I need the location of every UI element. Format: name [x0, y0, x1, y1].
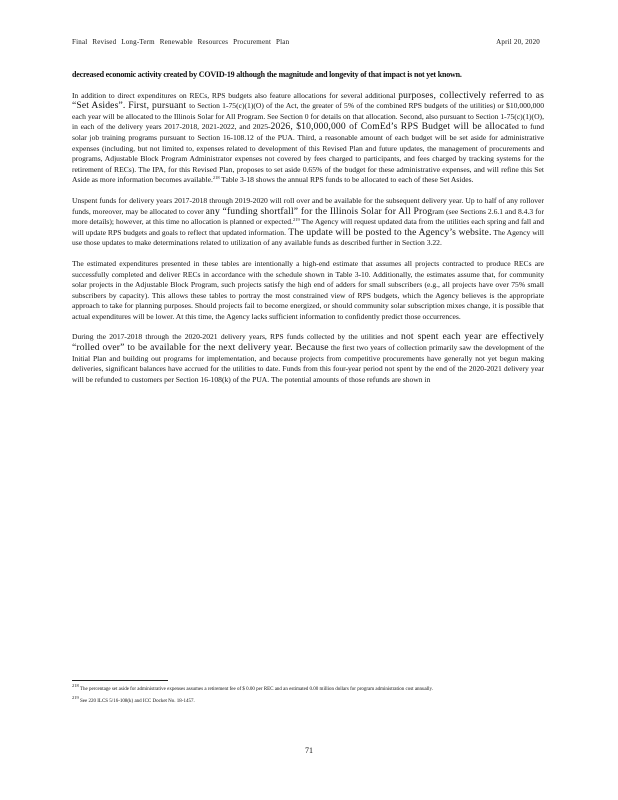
- paragraph-2-part-d: 2026, $10,000,000 of ComEd’s RPS Budget will be allocat: [270, 121, 512, 133]
- paragraph-2-part-f: Table 3-18 shows the annual RPS funds to be allocated to each of these Set Asides.: [219, 175, 474, 185]
- paragraph-3-part-b: any “funding shortfall” for the Illinois Solar for All Prog: [205, 205, 433, 217]
- paragraph-1: decreased economic activity created by COVID-19 although the magnitude and longevity of that impact is not yet known.: [72, 70, 462, 79]
- paragraph-4: The estimated expenditures presented in these tables are intentionally a high-end estimate that assumes all projects contracted to produce RECs are successfully completed and deliver RECs in accordance with the schedule shown in Table 3-10. Additionally, the estimates assume that, for community solar projects in the Adjustable Block Program, such projects satisfy the high end of adders for small subscribers (e.g., all projects have over 75% small subscribers by capacity). This allows these tables to portray the most constrained view of RPS budgets, which the Agency believes is the appropriate approach to take for planning purposes. Should projects fail to become energized, or should community solar subscription mixes change, it is possible that actual expenditures will be lower. At this time, the Agency lacks sufficient information to confidently predict those occurrences.: [72, 258, 544, 321]
- paragraph-3-part-e: The update will be posted to the Agency’s website.: [286, 226, 492, 238]
- header-date: April 20, 2020: [496, 38, 540, 46]
- page-number: 71: [305, 746, 313, 755]
- paragraph-2-part-a: In addition to direct expenditures on RECs, RPS budgets also feature allocations for several additional: [72, 90, 399, 100]
- paragraph-2: [72, 91, 544, 186]
- header-title: Final Revised Long-Term Renewable Resources Procurement Plan: [72, 38, 290, 46]
- paragraph-2-part-b: purposes, collectively referred to as “Set Asides”. First, pursuant: [72, 89, 544, 112]
- paragraph-5-part-c: the first two years of collection primarily saw the development of the Initial Plan and building out programs for implementation, and because projects from competitive procurements have generally not yet begun making deliveries, significant balances have accrued for the utilities to date. Funds from this four-year period not spent by the end of the 2020-2021 delivery year will be refunded to customers per Section 16-108(k) of the PUA. The potential amounts of those refunds are shown in: [72, 343, 544, 384]
- page-header: [72, 38, 546, 50]
- paragraph-5-part-b: not spent each year are effectively “rolled over” to be available for the next delivery year. Because: [72, 331, 544, 354]
- footnote-219: [72, 694, 544, 706]
- footnote-text: The percentage set aside for administrative expenses assumes a retirement fee of $ 0.00 per REC and an estimated 0.00 million dollars for program administration cost annually.: [79, 687, 433, 692]
- footnote-number: 218: [72, 683, 79, 688]
- footnote-ref-218[interactable]: 218: [212, 175, 220, 181]
- footnote-number: 219: [72, 694, 79, 700]
- footnote-divider: [72, 680, 168, 681]
- page-body: [72, 70, 544, 395]
- footnote-218: [72, 683, 544, 694]
- paragraph-2-part-e: ed to fund solar job training programs pursuant to Section 16-108.12 of the PUA. Third, a reasonable amount of each budget will be set aside for administrative expenses (including, but not limited to, expenses related to development of this Revised Plan and future updates, the management of procurements and programs, Adjustable Block Program Administrator expenses not covered by fees charged to participants, and fees charged by tracking systems for the retirement of RECs). The IPA, for this Revised Plan, proposes to set aside 0.65% of the budget for these administrative expenses, and will refine this Set Aside as more information becomes available.: [72, 122, 544, 185]
- footnote-ref-219[interactable]: 219: [292, 217, 300, 223]
- paragraph-3-part-c: ram (see Sections 2.6.1 and 8.4.3 for more details); however, at this time no allocation is planned or expected.: [72, 206, 544, 227]
- paragraph-3: [72, 196, 544, 249]
- paragraph-2-part-c: to Section 1-75(c)(1)(O) of the Act, the greater of 5% of the combined RPS budgets of the utilities) or $10,000,000 each year will be allocated to the Illinois Solar for All Program. See Section 0 for details on that allocation. Second, also pursuant to Section 1-75(c)(1)(O), in each of the delivery years 2017-2018, 2021-2022, and 2025-: [72, 101, 545, 132]
- paragraph-3-part-d: The Agency will request updated data from the utilities each spring and fall and will update RPS budgets and goals to reflect that updated information.: [72, 217, 544, 237]
- paragraph-5: [72, 332, 544, 385]
- paragraph-3-part-f: The Agency will use those updates to make determinations related to utilization of any available funds as described further in Section 3.22.: [72, 227, 545, 248]
- paragraph-5-part-a: During the 2017-2018 through the 2020-2021 delivery years, RPS funds collected by the utilities and: [72, 332, 401, 342]
- paragraph-3-part-a: Unspent funds for delivery years 2017-2018 through 2019-2020 will roll over and be available for the subsequent delivery year. Up to half of any rollover funds, moreover, may be allocated to cover: [72, 195, 544, 216]
- footnotes: [72, 683, 544, 710]
- footnote-text: See 220 ILCS 5/16-108(k) and ICC Docket No. 18-1457.: [80, 698, 195, 704]
